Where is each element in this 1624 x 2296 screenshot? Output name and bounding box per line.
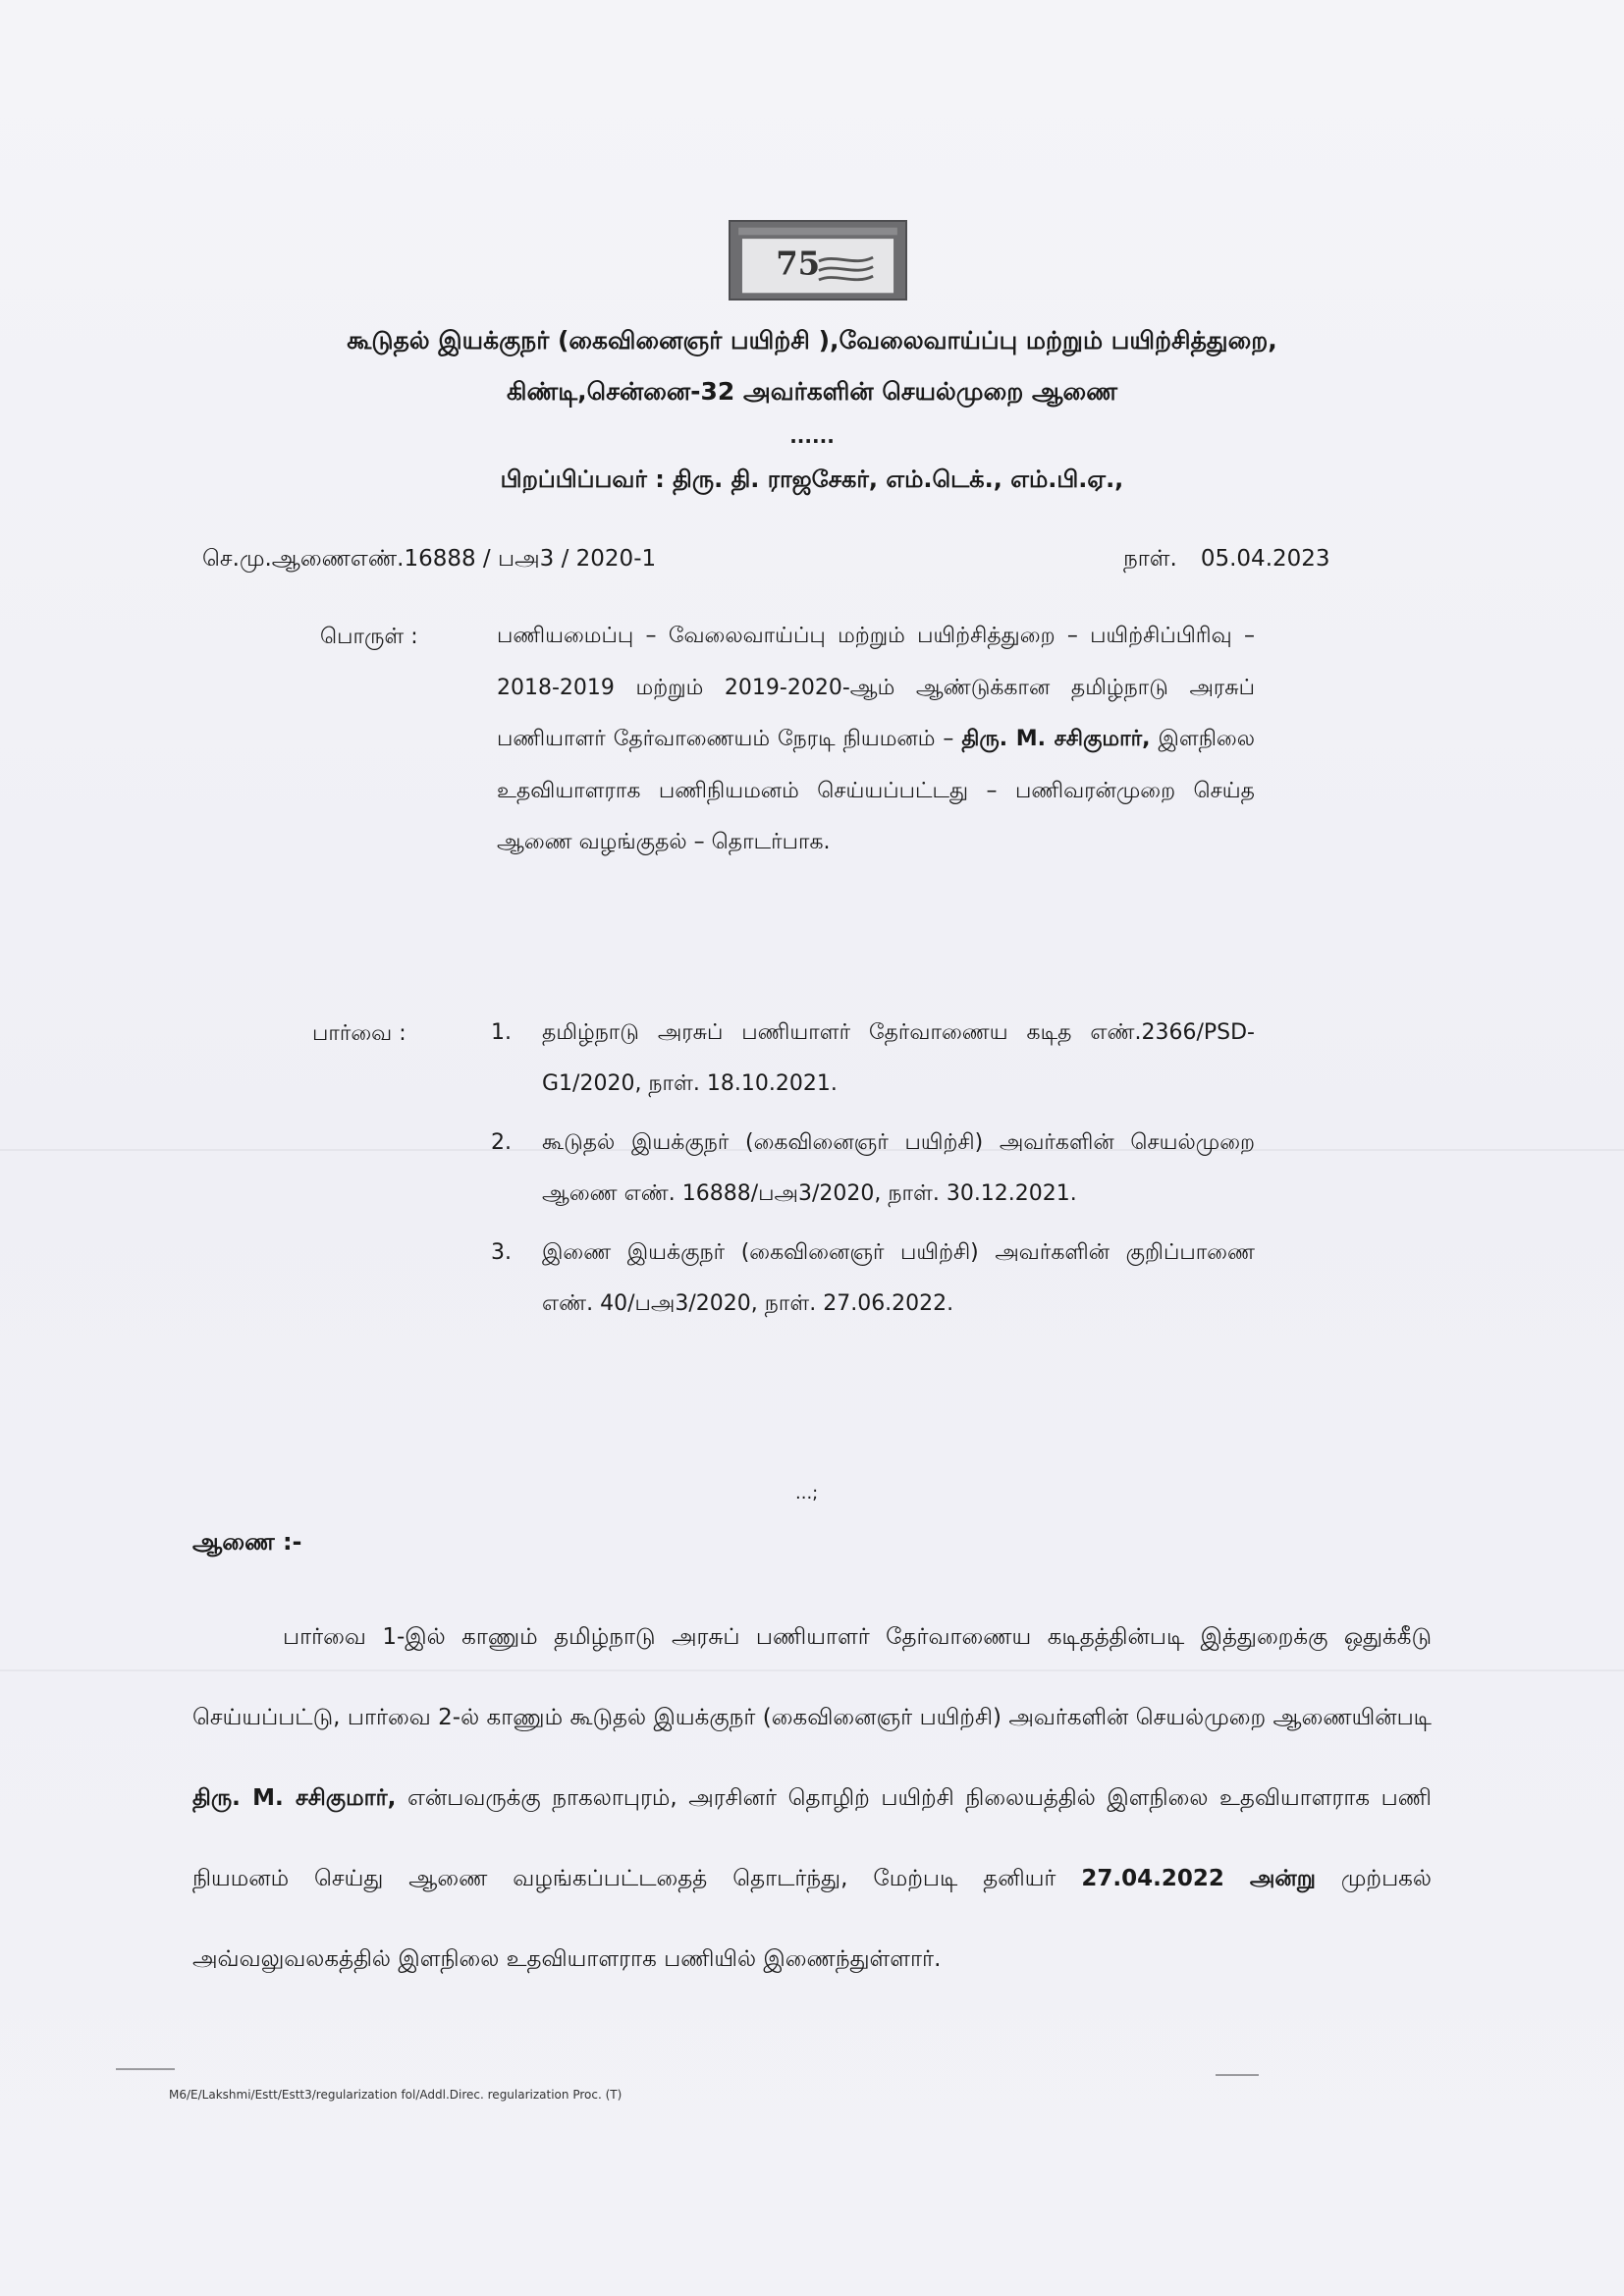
date-label: நாள்.: [1123, 546, 1177, 572]
order-text-part-1: பார்வை 1-இல் காணும் தமிழ்நாடு அரசுப் பணியாளர் தேர்வாணைய கடிதத்தின்படி இத்துறைக்கு ஒதுக்கீடு செய்யப்பட்டு, பார்வை 2-ல் காணும் கூடுதல் இயக்குநர் (கைவினைஞர் பயிற்சி) அவர்களின் செயல்முறை ஆணையின்படி: [192, 1624, 1432, 1730]
order-heading: ஆணை :-: [192, 1528, 302, 1556]
subject-text-part-2: இளநிலை உதவியாளராக பணிநியமனம் செய்யப்பட்டது – பணிவரன்முறை செய்த ஆணை வழங்குதல் – தொடர்பாக.: [497, 727, 1255, 854]
reference-number: 1.: [491, 1020, 512, 1045]
scan-speck: [116, 2068, 175, 2070]
subject-text: [497, 611, 1255, 869]
order-on-word: அன்று: [1249, 1866, 1316, 1891]
heading-dots: ......: [789, 424, 835, 448]
azadi-75-emblem-icon: [729, 220, 907, 301]
subject-label: பொருள் :: [320, 625, 418, 649]
subject-text-part-1: பணியமைப்பு – வேலைவாய்ப்பு மற்றும் பயிற்சித்துறை – பயிற்சிப்பிரிவு – 2018-2019 மற்றும் 2019-2020-ஆம் ஆண்டுக்கான தமிழ்நாடு அரசுப் பணியாளர் தேர்வாணையம் நேரடி நியமனம் –: [497, 624, 1255, 751]
order-text-part-2: என்பவருக்கு நாகலாபுரம், அரசினர் தொழிற் பயிற்சி நிலையத்தில் இளநிலை உதவியாளராக பணி நியமனம் செய்து ஆணை வழங்கப்பட்டதைத் தொடர்ந்து, மேற்படி தனியர்: [192, 1785, 1433, 1891]
proceedings-number: செ.மு.ஆணைஎண்.16888 / பஅ3 / 2020-1: [202, 546, 657, 572]
references-label: பார்வை :: [312, 1021, 406, 1046]
joining-date: 27.04.2022: [1081, 1866, 1224, 1891]
section-separator: ...;: [795, 1483, 819, 1503]
order-text-part-3: முற்பகல் அவ்வலுவலகத்தில் இளநிலை உதவியாளராக பணியில் இணைந்துள்ளார்.: [192, 1866, 1432, 1972]
file-path-footer: M6/E/Lakshmi/Estt/Estt3/regularization fol/Addl.Direc. regularization Proc. (T): [169, 2088, 623, 2102]
order-person-name: திரு. M. சசிகுமார்,: [192, 1785, 397, 1811]
heading-line-1: கூடுதல் இயக்குநர் (கைவினைஞர் பயிற்சி ),வேலைவாய்ப்பு மற்றும் பயிற்சித்துறை,: [347, 326, 1277, 355]
subject-person-name: திரு. M. சசிகுமார்,: [961, 727, 1151, 751]
reference-text: கூடுதல் இயக்குநர் (கைவினைஞர் பயிற்சி) அவர்களின் செயல்முறை ஆணை எண். 16888/பஅ3/2020, நாள். 30.12.2021.: [542, 1130, 1255, 1206]
references-list: [491, 1008, 1255, 1338]
date-value: 05.04.2023: [1200, 546, 1330, 572]
reference-text: இணை இயக்குநர் (கைவினைஞர் பயிற்சி) அவர்களின் குறிப்பாணை எண். 40/பஅ3/2020, நாள். 27.06.2022.: [542, 1240, 1255, 1316]
reference-number: 2.: [491, 1130, 512, 1155]
proceedings-date: [1123, 546, 1330, 574]
scan-speck: [1216, 2074, 1259, 2076]
heading-line-2: கிண்டி,சென்னை-32 அவர்களின் செயல்முறை ஆணை: [506, 377, 1118, 406]
reference-text: தமிழ்நாடு அரசுப் பணியாளர் தேர்வாணைய கடித எண்.2366/PSD-G1/2020, நாள். 18.10.2021.: [542, 1020, 1255, 1096]
emblem-number: 75: [776, 245, 821, 283]
reference-item: [491, 1118, 1255, 1220]
issuer-line: பிறப்பிப்பவர் : திரு. தி. ராஜசேகர், எம்.டெக்., எம்.பி.ஏ.,: [500, 465, 1124, 493]
reference-number: 3.: [491, 1240, 512, 1265]
order-paragraph: [192, 1597, 1432, 1999]
reference-item: [491, 1008, 1255, 1110]
reference-item: [491, 1228, 1255, 1330]
